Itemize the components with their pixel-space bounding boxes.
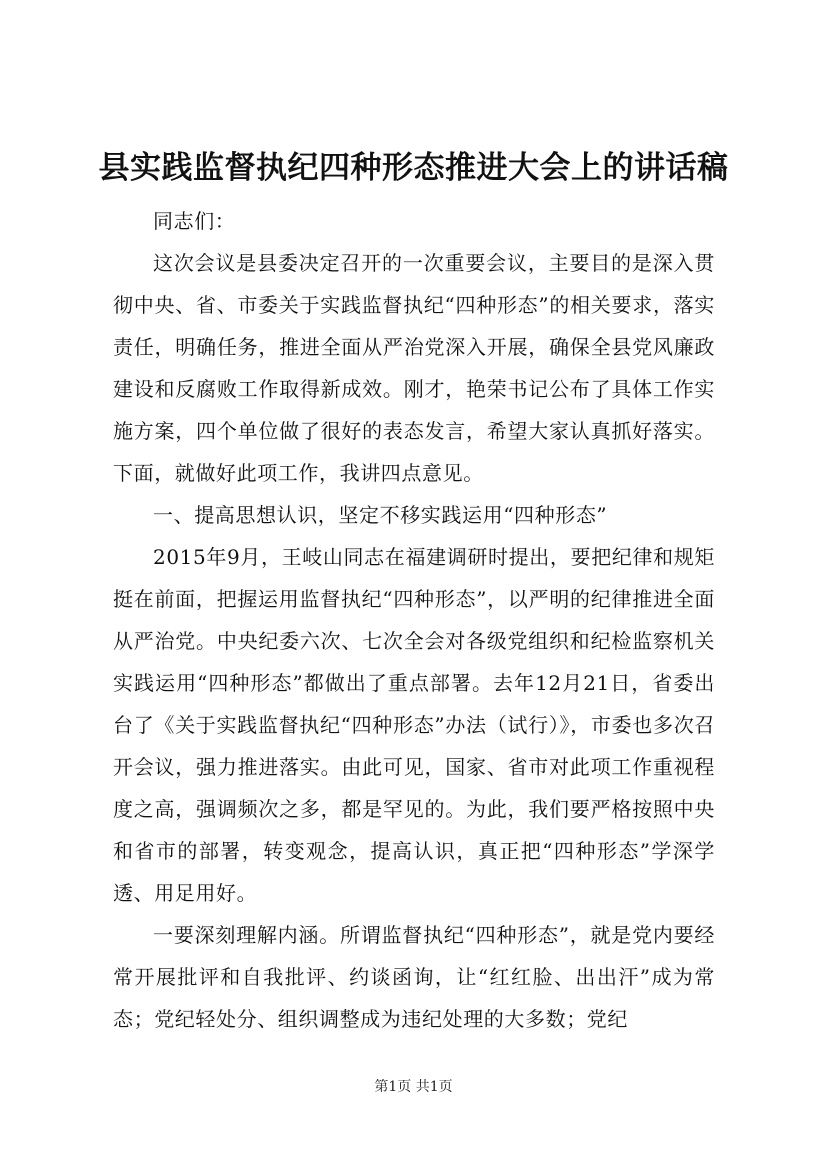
- paragraph-intro: 这次会议是县委决定召开的一次重要会议，主要目的是深入贯彻中央、省、市委关于实践监督执纪“四种形态”的相关要求，落实责任，明确任务，推进全面从严治党深入开展，确保全县党风廉政建设和反腐败工作取得新成效。刚才，艳荣书记公布了具体工作实施方案，四个单位做了很好的表态发言，希望大家认真抓好落实。下面，就做好此项工作，我讲四点意见。: [113, 251, 715, 485]
- salutation: 同志们：: [153, 209, 236, 233]
- section-heading: 一、提高思想认识，坚定不移实践运用“四种形态”: [153, 503, 608, 527]
- document-body: [113, 200, 715, 1040]
- page-footer: 第1页 共1页: [374, 1079, 453, 1095]
- paragraph-background: 2015年9月，王岐山同志在福建调研时提出，要把纪律和规矩挺在前面，把握运用监督执纪“四种形态”，以严明的纪律推进全面从严治党。中央纪委六次、七次全会对各级党组织和纪检监察机关实践运用“四种形态”都做出了重点部署。去年12月21日，省委出台了《关于实践监督执纪“四种形态”办法（试行）》，市委也多次召开会议，强力推进落实。由此可见，国家、省市对此项工作重视程度之高，强调频次之多，都是罕见的。为此，我们要严格按照中央和省市的部署，转变观念，提高认识，真正把“四种形态”学深学透、用足用好。: [113, 545, 715, 905]
- paragraph-understanding: 一要深刻理解内涵。所谓监督执纪“四种形态”，就是党内要经常开展批评和自我批评、约谈函询，让“红红脸、出出汗”成为常态；党纪轻处分、组织调整成为违纪处理的大多数；党纪: [113, 923, 715, 1031]
- document-title: 县实践监督执纪四种形态推进大会上的讲话稿: [98, 150, 729, 186]
